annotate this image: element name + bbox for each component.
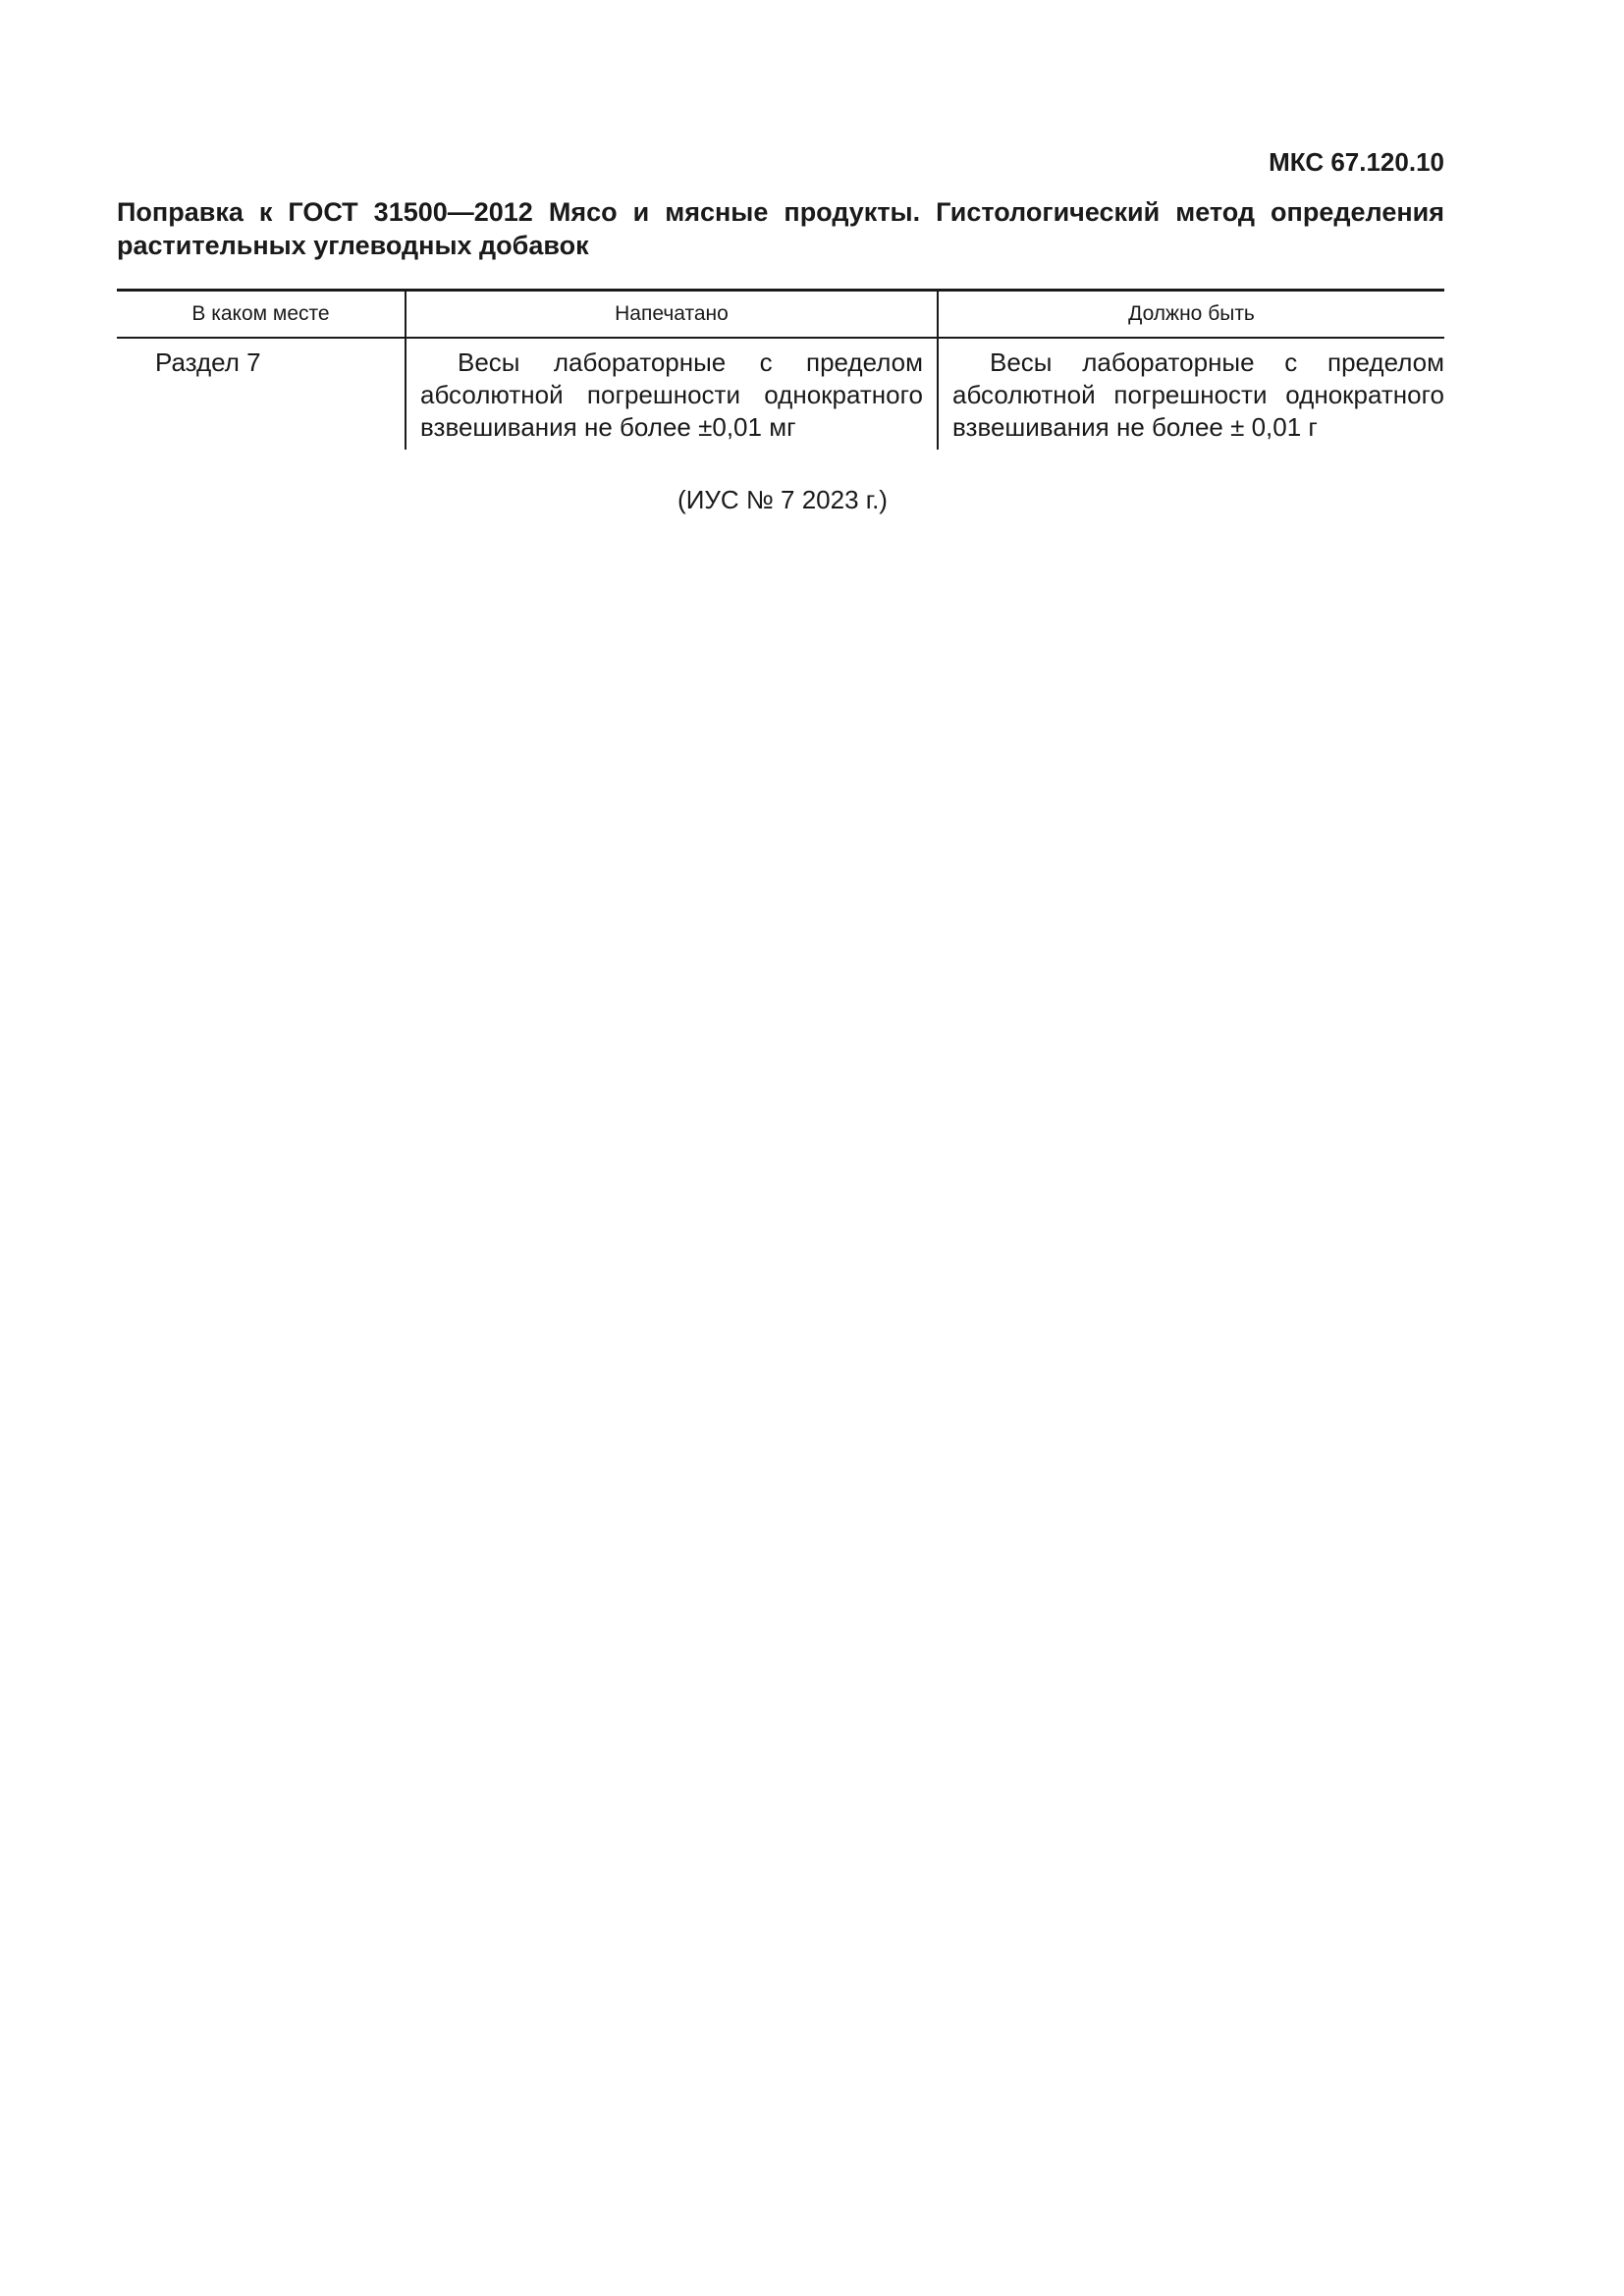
table-header-row xyxy=(117,291,1444,339)
cell-printed: Весы лабораторные с пределом абсолютной погрешности однократного взвешивания не более ±0,01 мг xyxy=(406,338,938,450)
column-header-should-be: Должно быть xyxy=(938,291,1444,339)
mks-code: МКС 67.120.10 xyxy=(1269,147,1444,177)
cell-place: Раздел 7 xyxy=(117,338,406,450)
cell-should-be: Весы лабораторные с пределом абсолютной погрешности однократного взвешивания не более ± 0,01 г xyxy=(952,347,1444,442)
correction-table xyxy=(117,289,1444,450)
column-header-printed: Напечатано xyxy=(406,291,938,339)
column-header-place: В каком месте xyxy=(117,291,406,339)
document-title: Поправка к ГОСТ 31500—2012 Мясо и мясные продукты. Гистологический метод определения растительных углеводных добавок xyxy=(117,197,1444,260)
source-footnote: (ИУС № 7 2023 г.) xyxy=(677,485,888,514)
table-row xyxy=(117,338,1444,450)
